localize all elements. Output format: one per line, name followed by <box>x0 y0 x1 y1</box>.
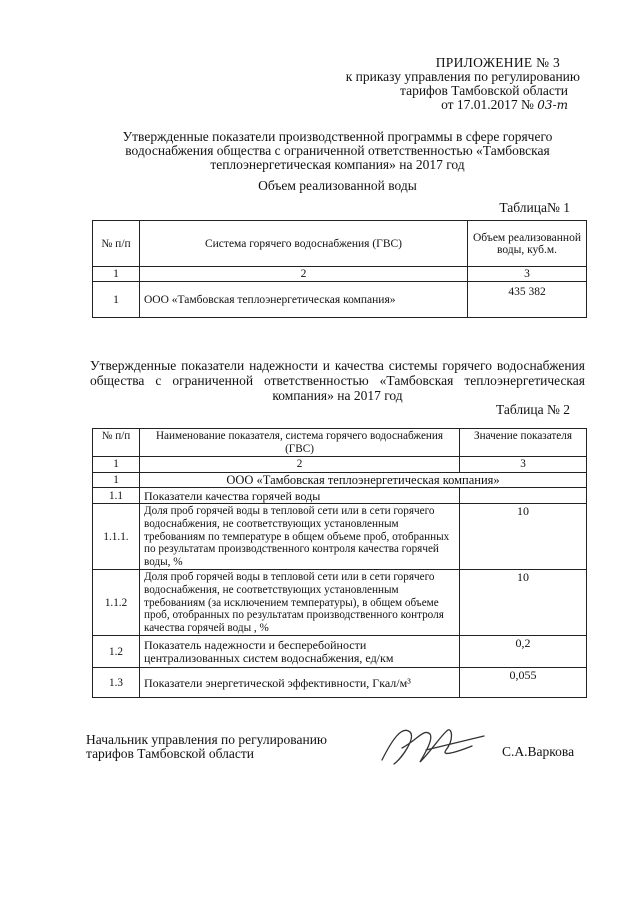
order-number: 03-т <box>537 98 568 112</box>
table-row <box>93 636 587 668</box>
row-indicator-value: 0,2 <box>460 636 587 668</box>
table-1 <box>92 220 587 318</box>
table-row <box>93 282 587 318</box>
table2-col-number: 1 <box>93 457 140 473</box>
row-indicator-name: Показатели качества горячей воды <box>140 488 460 504</box>
table1-col-number: 2 <box>140 267 468 282</box>
table-2 <box>92 428 587 698</box>
table1-header-volume: Объем реализованной воды, куб.м. <box>468 221 587 267</box>
table1-numbering-row <box>93 267 587 282</box>
table2-header-row <box>93 429 587 457</box>
header-line-1: к приказу управления по регулированию <box>345 69 580 84</box>
row-number: 1.2 <box>93 636 140 668</box>
table2-company-row <box>93 472 587 488</box>
table1-col-number: 1 <box>93 267 140 282</box>
order-date-line <box>320 98 580 112</box>
row-indicator-name: Показатель надежности и бесперебойности централизованных систем водоснабжения, ед/км <box>140 636 460 668</box>
table-row <box>93 668 587 698</box>
table2-numbering-row <box>93 457 587 473</box>
table-row <box>93 570 587 636</box>
row-number: 1.1.2 <box>93 570 140 636</box>
table2-header-num: № п/п <box>93 429 140 457</box>
row-number: 1.3 <box>93 668 140 698</box>
row-company-name: ООО «Тамбовская теплоэнергетическая компания» <box>140 282 468 318</box>
table2-col-number: 3 <box>460 457 587 473</box>
table2-header-value: Значение показателя <box>460 429 587 457</box>
row-indicator-value: 10 <box>460 570 587 636</box>
table1-label: Таблица№ 1 <box>499 200 570 215</box>
header-line-2: тарифов Тамбовской области <box>400 83 568 98</box>
table1-header-system: Система горячего водоснабжения (ГВС) <box>140 221 468 267</box>
table1-col-number: 3 <box>468 267 587 282</box>
row-indicator-value: 10 <box>460 504 587 570</box>
appendix-title: ПРИЛОЖЕНИЕ № 3 <box>435 55 560 70</box>
row-number: 1.1 <box>93 488 140 504</box>
row-number: 1.1.1. <box>93 504 140 570</box>
table1-header-num: № п/п <box>93 221 140 267</box>
position-line-2: тарифов Тамбовской области <box>86 746 254 761</box>
row-number: 1 <box>93 282 140 318</box>
signer-name: С.А.Варкова <box>502 744 575 759</box>
row-indicator-value <box>460 488 587 504</box>
row-indicator-value: 0,055 <box>460 668 587 698</box>
section1-subtitle: Объем реализованной воды <box>258 178 417 193</box>
position-line-1: Начальник управления по регулированию <box>86 732 328 747</box>
table-row <box>93 488 587 504</box>
table1-header-row <box>93 221 587 267</box>
signature-block <box>86 733 327 761</box>
table2-header-indicator: Наименование показателя, система горячего водоснабжения (ГВС) <box>140 429 460 457</box>
section1-title: Утвержденные показатели производственной программы в сфере горячего водоснабжения общества с ограниченной ответственностью «Тамбовская теплоэнергетическая компания» на 2017 год <box>122 129 553 172</box>
row-indicator-name: Доля проб горячей воды в тепловой сети или в сети горячего водоснабжения, не соответствующих установленным требованиям по температуре в общем объеме проб, отобранных по результатам производственного контроля качества горячей воды, % <box>140 504 460 570</box>
table-row <box>93 504 587 570</box>
row-indicator-name: Доля проб горячей воды в тепловой сети или в сети горячего водоснабжения, не соответствующих установленным требованиям (за исключением температуры), в общем объеме проб, отобранных по результатам производственного контроля качества горячей воды , % <box>140 570 460 636</box>
document-header <box>320 56 580 112</box>
handwritten-signature <box>372 720 492 770</box>
row-number: 1 <box>93 472 140 488</box>
row-volume-value: 435 382 <box>468 282 587 318</box>
company-name: ООО «Тамбовская теплоэнергетическая компания» <box>140 472 587 488</box>
order-date: от 17.01.2017 № <box>441 97 534 112</box>
table2-col-number: 2 <box>140 457 460 473</box>
section2-title: Утвержденные показатели надежности и качества системы горячего водоснабжения общества с ограниченной ответственностью «Тамбовская теплоэнергетическая компания» на 2017 год <box>90 358 585 403</box>
table2-label: Таблица № 2 <box>496 402 570 417</box>
row-indicator-name: Показатели энергетической эффективности, Гкал/м³ <box>140 668 460 698</box>
